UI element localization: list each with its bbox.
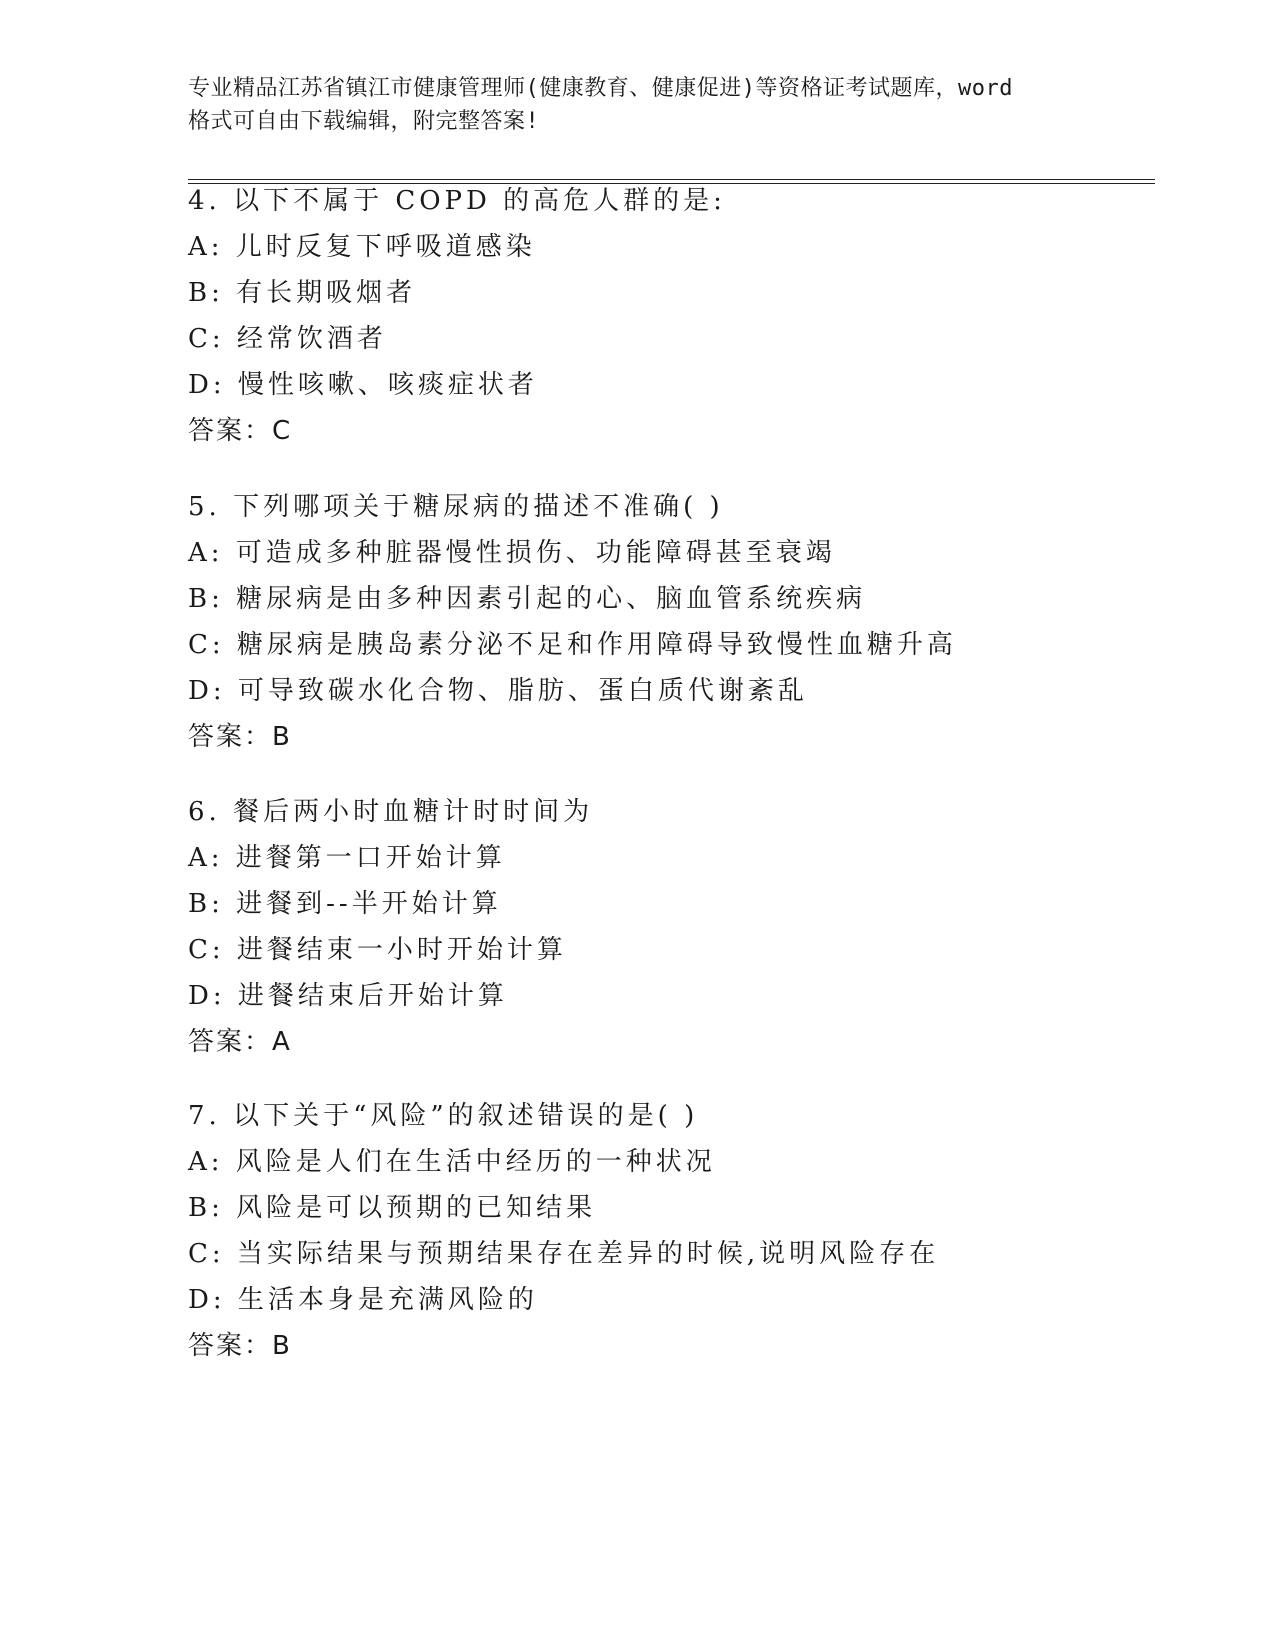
option-b: B: 进餐到--半开始计算 <box>188 889 502 919</box>
option-c: C: 糖尿病是胰岛素分泌不足和作用障碍导致慢性血糖升高 <box>188 630 957 660</box>
answer-line: 答案：B <box>188 1331 292 1361</box>
question-stem: 5. 下列哪项关于糖尿病的描述不准确( ) <box>188 492 724 522</box>
option-b: B: 风险是可以预期的已知结果 <box>188 1193 597 1223</box>
option-a: A: 风险是人们在生活中经历的一种状况 <box>188 1147 716 1177</box>
question-5 <box>188 484 1148 760</box>
answer-line: 答案：A <box>188 1027 292 1057</box>
question-7 <box>188 1093 1148 1369</box>
question-4 <box>188 178 1148 454</box>
question-stem: 7. 以下关于“风险”的叙述错误的是( ) <box>188 1101 699 1131</box>
document-header <box>188 72 1088 138</box>
option-b: B: 糖尿病是由多种因素引起的心、脑血管系统疾病 <box>188 584 867 614</box>
question-stem: 4. 以下不属于 COPD 的高危人群的是: <box>188 186 726 216</box>
option-a: A: 可造成多种脏器慢性损伤、功能障碍甚至衰竭 <box>188 538 836 568</box>
option-d: D: 进餐结束后开始计算 <box>188 981 508 1011</box>
answer-line: 答案：B <box>188 722 292 752</box>
header-line-2: 格式可自由下载编辑，附完整答案! <box>188 109 540 134</box>
question-stem: 6. 餐后两小时血糖计时时间为 <box>188 797 594 827</box>
option-a: A: 儿时反复下呼吸道感染 <box>188 232 536 262</box>
option-c: C: 当实际结果与预期结果存在差异的时候,说明风险存在 <box>188 1239 940 1269</box>
header-line-1: 专业精品江苏省镇江市健康管理师(健康教育、健康促进)等资格证考试题库，word <box>188 76 1013 101</box>
option-d: D: 慢性咳嗽、咳痰症状者 <box>188 370 538 400</box>
option-d: D: 生活本身是充满风险的 <box>188 1285 538 1315</box>
option-b: B: 有长期吸烟者 <box>188 278 417 308</box>
option-a: A: 进餐第一口开始计算 <box>188 843 506 873</box>
option-c: C: 进餐结束一小时开始计算 <box>188 935 567 965</box>
question-6 <box>188 789 1148 1065</box>
answer-line: 答案：C <box>188 416 293 446</box>
option-c: C: 经常饮酒者 <box>188 324 387 354</box>
option-d: D: 可导致碳水化合物、脂肪、蛋白质代谢紊乱 <box>188 676 808 706</box>
